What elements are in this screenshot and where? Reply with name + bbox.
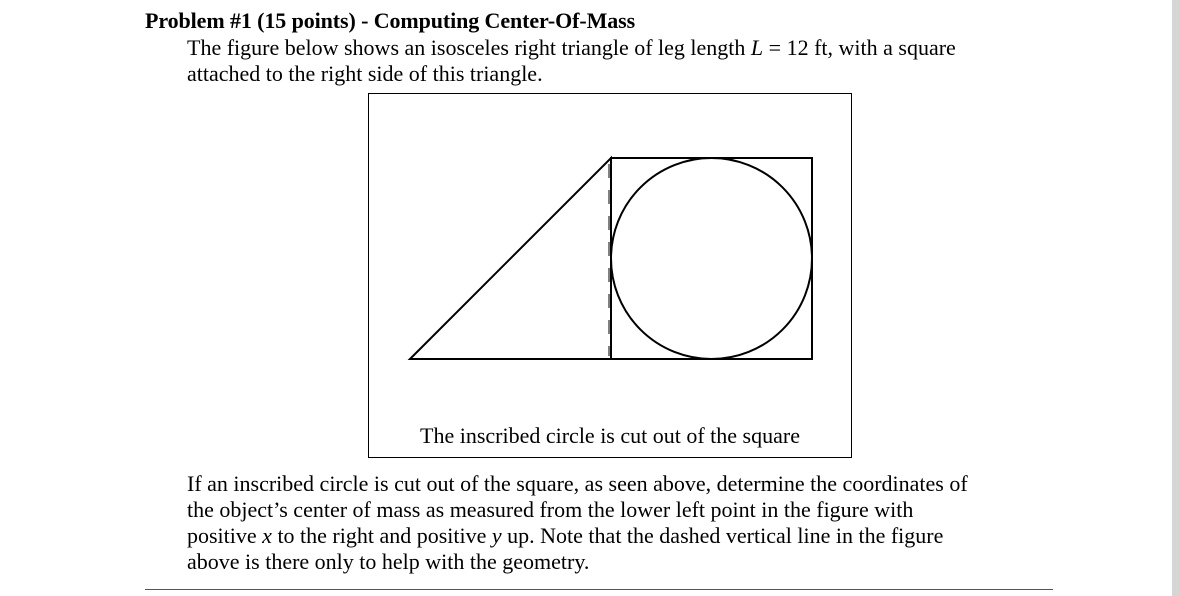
variable-L: L xyxy=(750,35,764,60)
question-line: positive x to the right and positive y up. Note that the dashed vertical line in the figure xyxy=(187,523,944,548)
question-paragraph xyxy=(187,471,1057,575)
figure-caption: The inscribed circle is cut out of the square xyxy=(420,423,800,448)
variable-x: x xyxy=(262,523,272,548)
intro-line: The figure below shows an isosceles right triangle of leg length L = 12 ft, with a square xyxy=(187,35,956,60)
figure-box xyxy=(368,93,852,458)
variable-y: y xyxy=(491,523,502,548)
bottom-divider xyxy=(145,589,1053,590)
inscribed-circle xyxy=(611,158,812,359)
problem-title: Problem #1 (15 points) - Computing Center-Of-Mass xyxy=(145,8,636,33)
question-line: above is there only to help with the geometry. xyxy=(187,549,590,574)
intro-paragraph xyxy=(187,35,1047,87)
scrollbar-edge[interactable] xyxy=(1172,0,1179,596)
geometry-figure xyxy=(369,94,853,459)
question-line: the object’s center of mass as measured from the lower left point in the figure with xyxy=(187,497,914,522)
square-shape xyxy=(611,158,812,359)
intro-line: attached to the right side of this triangle. xyxy=(187,61,543,86)
triangle-shape xyxy=(410,158,611,359)
question-line: If an inscribed circle is cut out of the square, as seen above, determine the coordinates of xyxy=(187,471,968,496)
